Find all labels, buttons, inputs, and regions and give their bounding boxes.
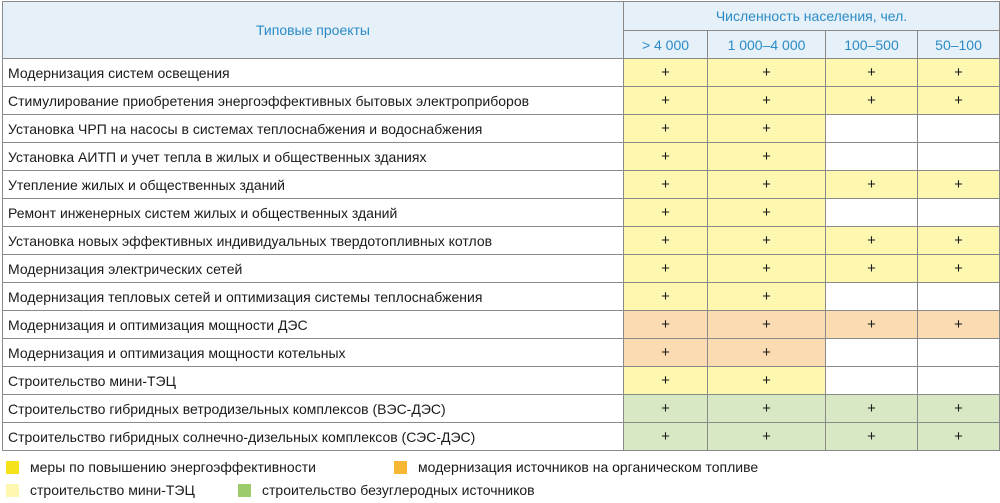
table-body: [3, 59, 1000, 451]
applicability-cell: +: [624, 171, 708, 199]
project-name: Ремонт инженерных систем жилых и общественных зданий: [3, 199, 624, 227]
applicability-cell: +: [708, 339, 826, 367]
applicability-cell: +: [624, 199, 708, 227]
legend-row: [6, 482, 535, 498]
applicability-cell: +: [826, 311, 918, 339]
legend-swatch-icon: [6, 484, 19, 497]
legend-swatch-icon: [394, 461, 407, 474]
applicability-cell: +: [918, 395, 1000, 423]
applicability-cell: +: [708, 423, 826, 451]
applicability-cell: +: [624, 59, 708, 87]
project-name: Модернизация электрических сетей: [3, 255, 624, 283]
applicability-cell: +: [826, 255, 918, 283]
legend-item-mini-chp: [6, 482, 238, 498]
column-header-gt4000: > 4 000: [624, 31, 708, 59]
applicability-cell: +: [624, 311, 708, 339]
table-row: [3, 367, 1000, 395]
table-row: [3, 115, 1000, 143]
table-row: [3, 339, 1000, 367]
table-row: [3, 171, 1000, 199]
applicability-cell: +: [624, 255, 708, 283]
applicability-cell: +: [826, 423, 918, 451]
project-name: Строительство мини-ТЭЦ: [3, 367, 624, 395]
project-name: Модернизация и оптимизация мощности ДЭС: [3, 311, 624, 339]
project-name: Стимулирование приобретения энергоэффективных бытовых электроприборов: [3, 87, 624, 115]
applicability-cell: +: [708, 283, 826, 311]
applicability-cell: +: [624, 283, 708, 311]
applicability-cell: +: [826, 395, 918, 423]
applicability-cell: +: [624, 395, 708, 423]
applicability-cell: +: [708, 395, 826, 423]
column-header-100-500: 100–500: [826, 31, 918, 59]
project-name: Модернизация систем освещения: [3, 59, 624, 87]
column-header-50-100: 50–100: [918, 31, 1000, 59]
applicability-cell: +: [918, 255, 1000, 283]
population-header: Численность населения, чел.: [624, 2, 1000, 31]
legend-swatch-icon: [238, 484, 251, 497]
legend-swatch-icon: [6, 461, 19, 474]
project-name: Строительство гибридных ветродизельных комплексов (ВЭС-ДЭС): [3, 395, 624, 423]
legend-item-fossil: [394, 459, 758, 475]
legend-label: строительство безуглеродных источников: [262, 482, 535, 498]
table-row: [3, 255, 1000, 283]
applicability-cell: [826, 367, 918, 395]
projects-table: [2, 1, 1000, 451]
projects-header: Типовые проекты: [3, 2, 624, 59]
applicability-cell: +: [708, 87, 826, 115]
applicability-cell: +: [624, 227, 708, 255]
applicability-cell: +: [624, 339, 708, 367]
project-name: Установка АИТП и учет тепла в жилых и общественных зданиях: [3, 143, 624, 171]
table-row: [3, 283, 1000, 311]
applicability-cell: +: [708, 227, 826, 255]
applicability-cell: +: [708, 59, 826, 87]
table-row: [3, 395, 1000, 423]
applicability-cell: +: [708, 311, 826, 339]
applicability-cell: +: [918, 311, 1000, 339]
applicability-cell: +: [624, 143, 708, 171]
applicability-cell: [918, 115, 1000, 143]
applicability-cell: +: [708, 115, 826, 143]
applicability-cell: +: [708, 255, 826, 283]
applicability-cell: +: [708, 143, 826, 171]
applicability-cell: [918, 339, 1000, 367]
applicability-cell: +: [624, 367, 708, 395]
legend-label: меры по повышению энергоэффективности: [30, 459, 316, 475]
applicability-cell: +: [708, 367, 826, 395]
applicability-cell: +: [624, 87, 708, 115]
table-row: [3, 423, 1000, 451]
table-row: [3, 227, 1000, 255]
applicability-cell: +: [826, 227, 918, 255]
project-name: Установка ЧРП на насосы в системах теплоснабжения и водоснабжения: [3, 115, 624, 143]
table-row: [3, 199, 1000, 227]
column-header-1000-4000: 1 000–4 000: [708, 31, 826, 59]
legend-item-carbon-free: [238, 482, 535, 498]
applicability-cell: [826, 115, 918, 143]
applicability-cell: +: [918, 87, 1000, 115]
applicability-cell: [918, 283, 1000, 311]
applicability-cell: +: [826, 171, 918, 199]
applicability-cell: [826, 199, 918, 227]
applicability-cell: +: [708, 199, 826, 227]
applicability-cell: [826, 283, 918, 311]
project-name: Модернизация тепловых сетей и оптимизация системы теплоснабжения: [3, 283, 624, 311]
project-name: Установка новых эффективных индивидуальных твердотопливных котлов: [3, 227, 624, 255]
applicability-cell: +: [624, 423, 708, 451]
table-row: [3, 143, 1000, 171]
applicability-cell: +: [918, 59, 1000, 87]
applicability-cell: +: [918, 171, 1000, 199]
project-name: Строительство гибридных солнечно-дизельных комплексов (СЭС-ДЭС): [3, 423, 624, 451]
applicability-cell: [918, 199, 1000, 227]
table-row: [3, 59, 1000, 87]
legend-item-efficiency: [6, 459, 394, 475]
applicability-cell: +: [826, 59, 918, 87]
table-row: [3, 311, 1000, 339]
legend-row: [6, 459, 758, 475]
applicability-cell: +: [918, 423, 1000, 451]
applicability-cell: [918, 367, 1000, 395]
legend-label: строительство мини-ТЭЦ: [30, 482, 195, 498]
table-row: [3, 87, 1000, 115]
applicability-cell: +: [826, 87, 918, 115]
project-name: Модернизация и оптимизация мощности котельных: [3, 339, 624, 367]
applicability-cell: +: [624, 115, 708, 143]
legend-label: модернизация источников на органическом топливе: [418, 459, 759, 475]
applicability-cell: [826, 143, 918, 171]
applicability-cell: +: [918, 227, 1000, 255]
applicability-cell: +: [708, 171, 826, 199]
applicability-cell: [826, 339, 918, 367]
applicability-cell: [918, 143, 1000, 171]
project-name: Утепление жилых и общественных зданий: [3, 171, 624, 199]
